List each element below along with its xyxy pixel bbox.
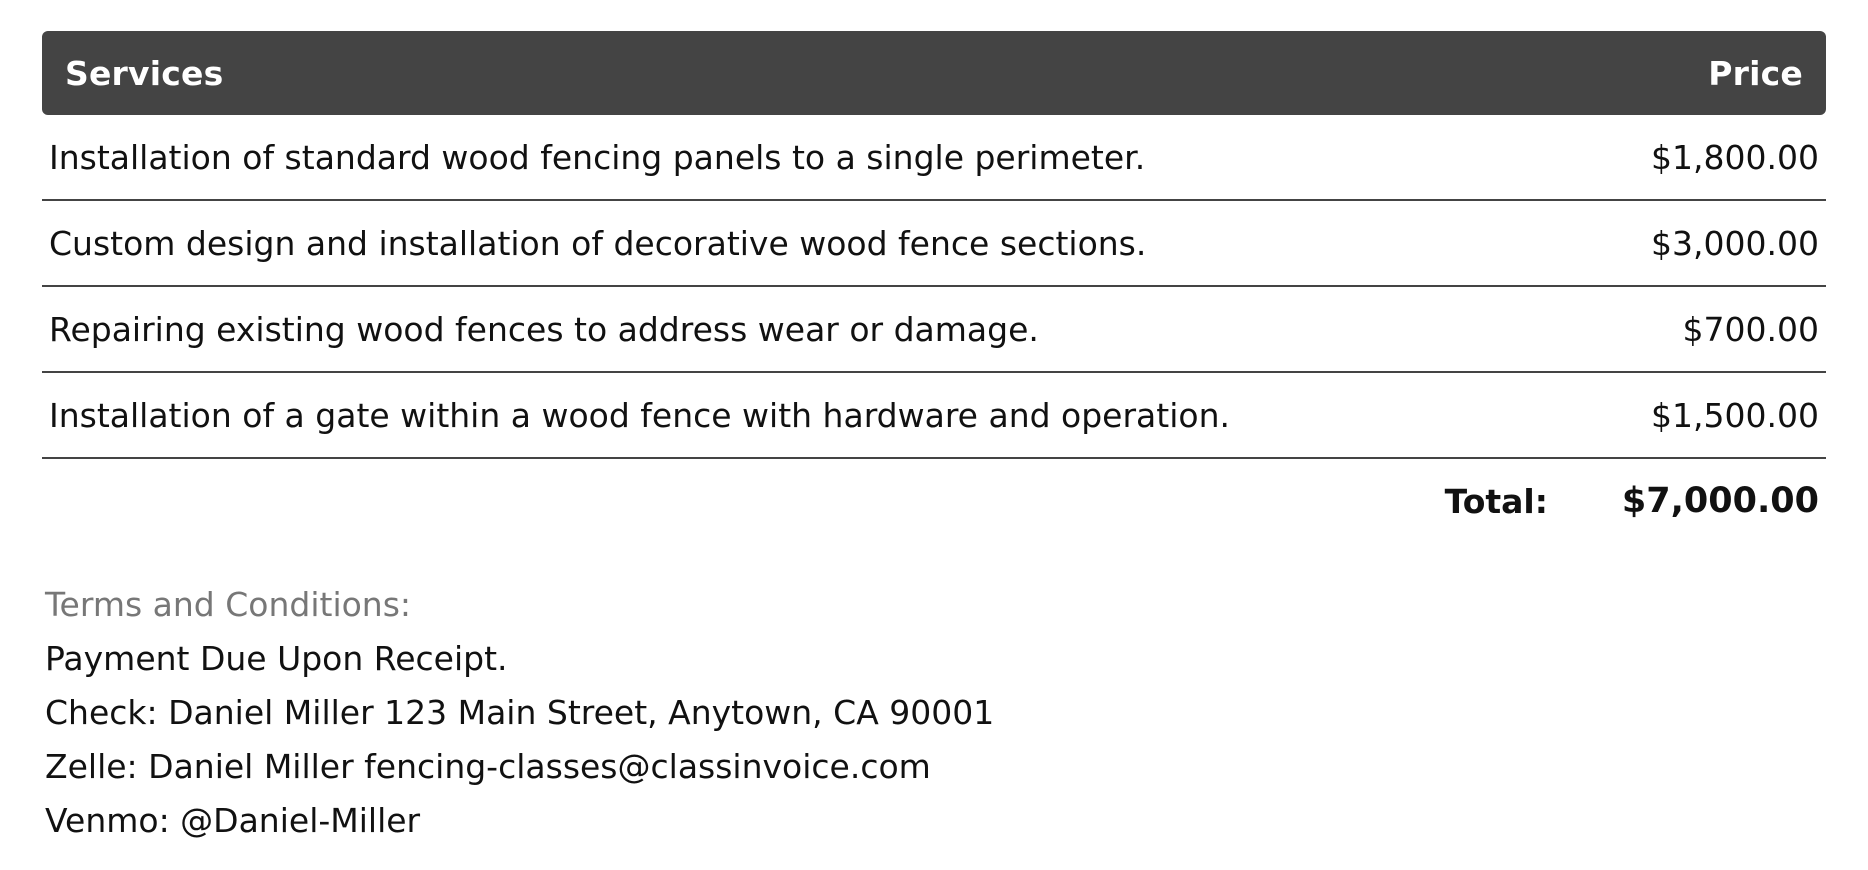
table-row (42, 115, 1826, 201)
terms-section (42, 578, 1826, 848)
total-label: Total: (1444, 481, 1548, 521)
total-value: $7,000.00 (1621, 481, 1819, 521)
price-column-header: Price (1708, 53, 1803, 93)
service-description: Installation of a gate within a wood fence with hardware and operation. (49, 395, 1230, 435)
service-price: $3,000.00 (1651, 223, 1819, 263)
terms-line-payment: Payment Due Upon Receipt. (45, 639, 508, 678)
service-description: Installation of standard wood fencing panels to a single perimeter. (49, 137, 1146, 177)
service-description: Custom design and installation of decorative wood fence sections. (49, 223, 1147, 263)
table-row (42, 373, 1826, 459)
table-row (42, 287, 1826, 373)
total-row (42, 459, 1826, 543)
table-row (42, 201, 1826, 287)
terms-title: Terms and Conditions: (45, 585, 412, 624)
terms-line-zelle: Zelle: Daniel Miller fencing-classes@classinvoice.com (45, 747, 931, 786)
terms-line-venmo: Venmo: @Daniel-Miller (45, 801, 421, 840)
service-description: Repairing existing wood fences to address wear or damage. (49, 309, 1039, 349)
service-price: $1,500.00 (1651, 395, 1819, 435)
service-price: $1,800.00 (1651, 137, 1819, 177)
services-column-header: Services (65, 53, 224, 93)
invoice-services (42, 31, 1826, 848)
service-price: $700.00 (1682, 309, 1819, 349)
services-table-header (42, 31, 1826, 115)
terms-line-check: Check: Daniel Miller 123 Main Street, Anytown, CA 90001 (45, 693, 995, 732)
